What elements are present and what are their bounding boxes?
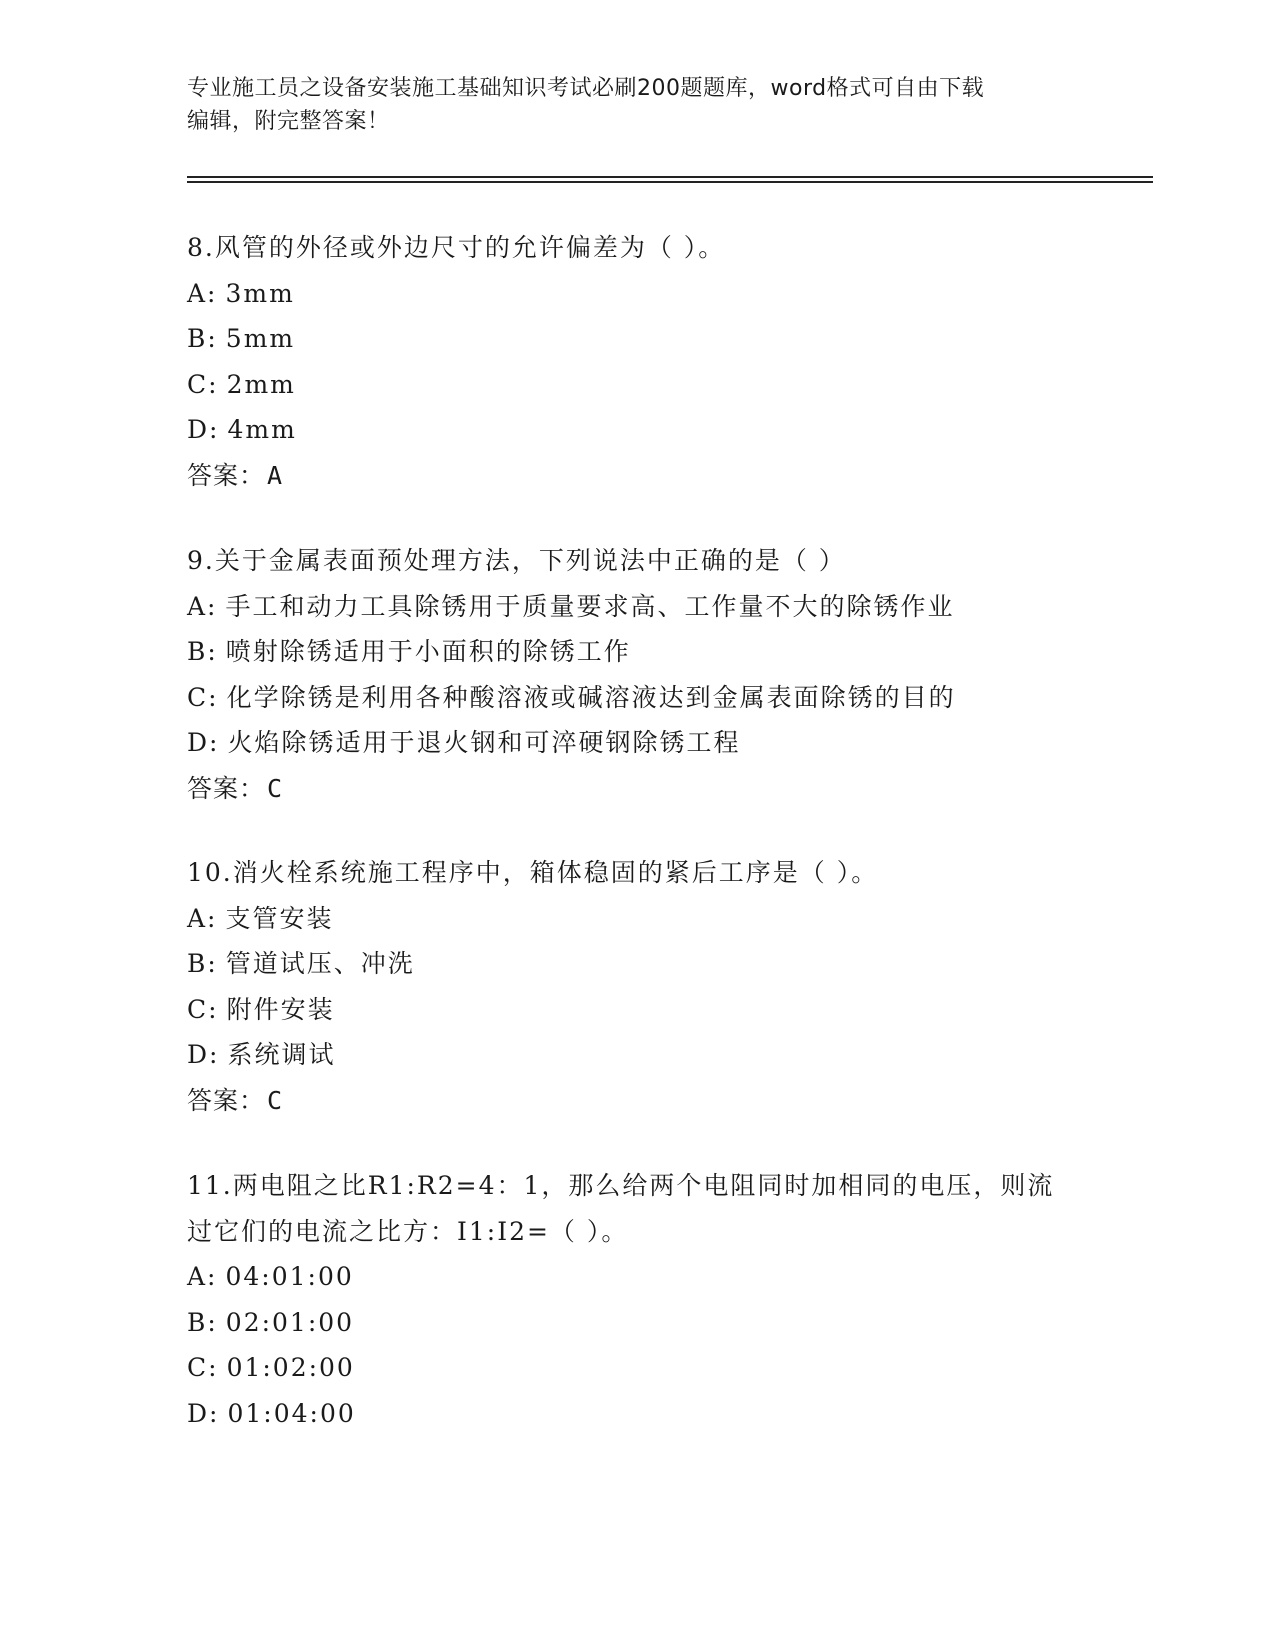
question-stem: 9.关于金属表面预处理方法，下列说法中正确的是（ ） [187, 546, 846, 575]
option-b [187, 316, 1087, 362]
option-label: A: [187, 591, 218, 621]
option-label: C: [187, 1353, 219, 1382]
option-label: D: [187, 1398, 220, 1428]
question-stem: 11.两电阻之比R1:R2=4：1，那么给两个电阻同时加相同的电压，则流 [187, 1171, 1055, 1200]
answer-label: 答案： [187, 460, 266, 490]
question-8 [187, 225, 1087, 498]
option-text: 01:04:00 [227, 1398, 356, 1428]
option-text: 01:02:00 [226, 1353, 355, 1382]
option-d [187, 1032, 1087, 1078]
option-d [187, 720, 1087, 766]
option-d [187, 407, 1087, 453]
header-divider-bottom [187, 181, 1153, 183]
option-c [187, 675, 1087, 721]
option-b [187, 1300, 1087, 1346]
option-c [187, 1345, 1087, 1391]
option-text: 5mm [225, 324, 296, 353]
option-text: 手工和动力工具除锈用于质量要求高、工作量不大的除锈作业 [225, 591, 955, 621]
option-text: 02:01:00 [225, 1307, 355, 1337]
option-text: 支管安装 [225, 903, 334, 933]
question-stem-continued: 过它们的电流之比方：I1:I2=（ ）。 [187, 1216, 629, 1246]
option-label: B: [187, 324, 218, 353]
answer-value: C [267, 773, 284, 803]
option-a [187, 271, 1087, 317]
option-a [187, 896, 1087, 942]
header-title-line2: 编辑，附完整答案！ [187, 109, 390, 134]
option-a [187, 584, 1087, 630]
option-a [187, 1254, 1087, 1300]
option-text: 喷射除锈适用于小面积的除锈工作 [225, 637, 631, 666]
option-label: D: [187, 1040, 220, 1069]
option-label: C: [187, 682, 219, 712]
answer-line [187, 766, 1087, 811]
option-b [187, 629, 1087, 675]
option-text: 04:01:00 [225, 1262, 354, 1291]
option-label: C: [187, 369, 219, 399]
option-c [187, 362, 1087, 408]
option-d [187, 1391, 1087, 1437]
answer-line [187, 453, 1087, 498]
option-label: D: [187, 728, 220, 757]
option-text: 附件安装 [226, 994, 335, 1024]
option-label: B: [187, 1307, 218, 1337]
option-text: 管道试压、冲洗 [225, 949, 415, 978]
option-text: 火焰除锈适用于退火钢和可淬硬钢除锈工程 [227, 728, 741, 757]
question-stem: 10.消火栓系统施工程序中，箱体稳固的紧后工序是（ ）。 [187, 858, 879, 887]
answer-line [187, 1078, 1087, 1123]
option-text: 2mm [226, 369, 296, 399]
option-c [187, 987, 1087, 1033]
answer-label: 答案： [187, 1085, 266, 1115]
option-b [187, 941, 1087, 987]
header-divider-top [187, 176, 1153, 178]
question-stem: 8.风管的外径或外边尺寸的允许偏差为（ ）。 [187, 233, 726, 262]
question-9 [187, 538, 1087, 811]
option-label: A: [187, 278, 218, 308]
option-label: B: [187, 637, 218, 666]
option-text: 3mm [225, 278, 295, 308]
option-label: A: [187, 1262, 218, 1291]
option-text: 化学除锈是利用各种酸溶液或碱溶液达到金属表面除锈的目的 [226, 682, 956, 712]
answer-value: A [267, 460, 284, 490]
header-title-line1: 专业施工员之设备安装施工基础知识考试必刷200题题库，word格式可自由下载 [187, 76, 985, 101]
option-label: D: [187, 415, 220, 444]
question-11 [187, 1163, 1087, 1436]
answer-value: C [267, 1085, 284, 1115]
option-label: C: [187, 994, 219, 1024]
answer-label: 答案： [187, 773, 266, 803]
option-text: 系统调试 [227, 1040, 336, 1069]
question-10 [187, 850, 1087, 1123]
document-header [187, 72, 1087, 138]
option-label: B: [187, 949, 218, 978]
option-text: 4mm [227, 415, 297, 444]
option-label: A: [187, 903, 218, 933]
